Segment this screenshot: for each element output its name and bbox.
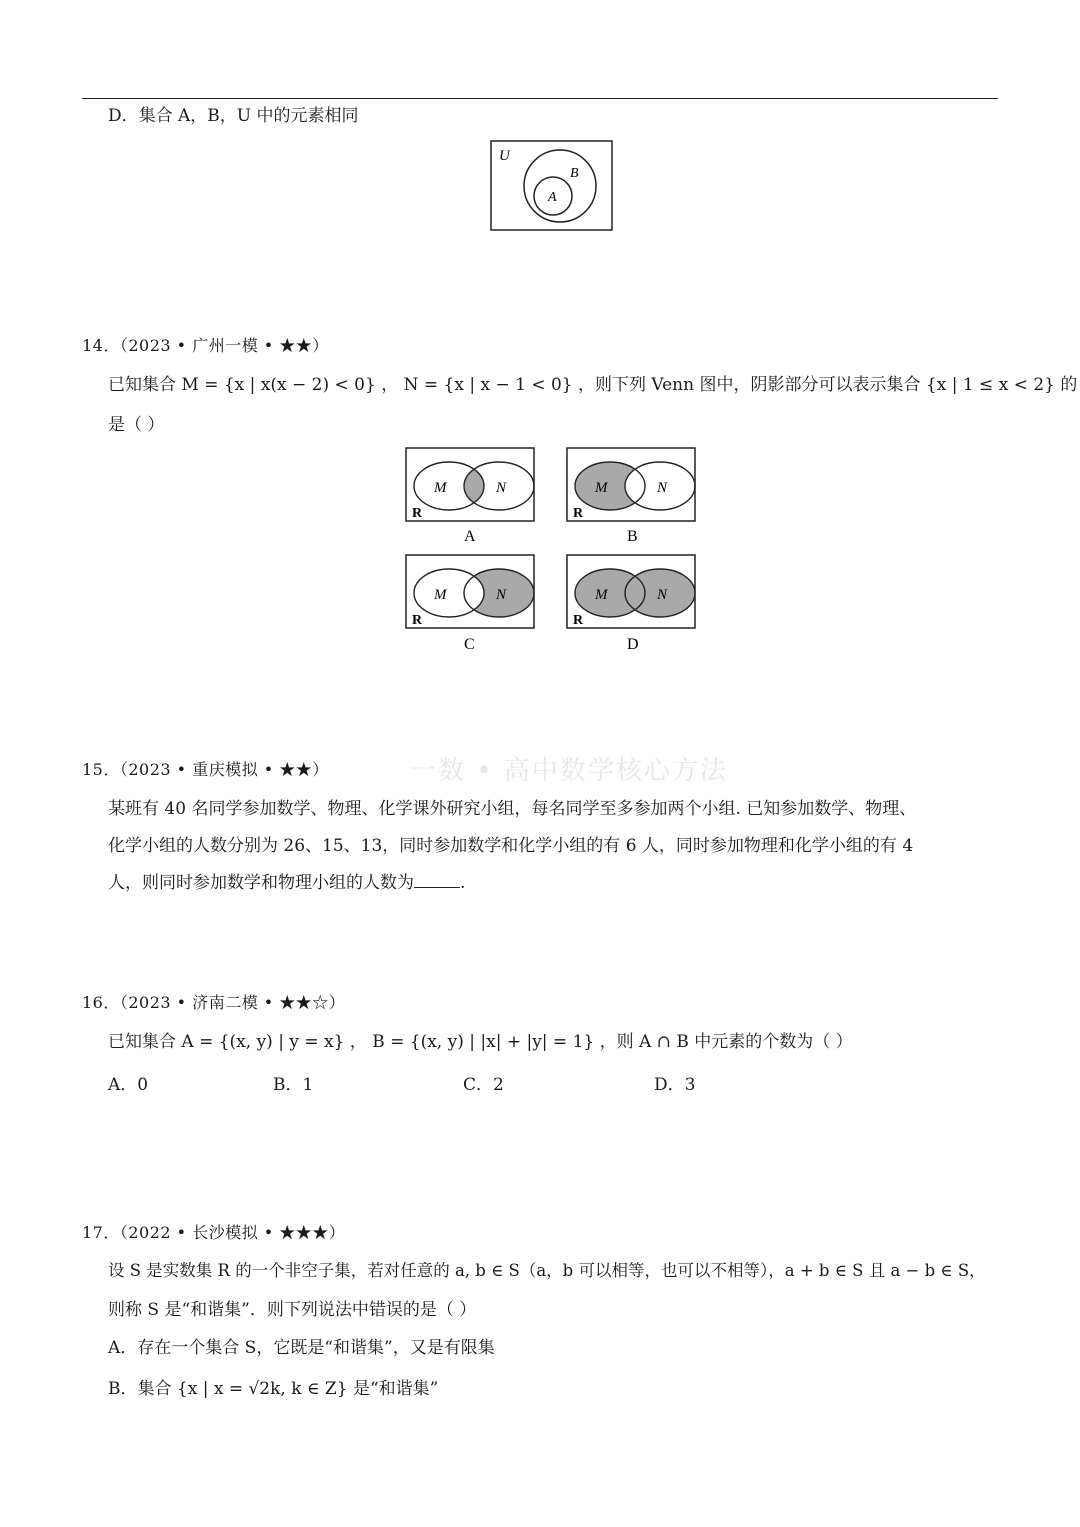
- q14-line-1: 已知集合 M = {x | x(x − 2) < 0} ， N = {x | x − 1 < 0} ，则下列 Venn 图中，阴影部分可以表示集合 {x | 1 ≤ x < 2} 的: [108, 375, 1078, 395]
- q17-line-1: 设 S 是实数集 R 的一个非空子集，若对任意的 a, b ∈ S（a，b 可以相等，也可以不相等），a + b ∈ S 且 a − b ∈ S，: [108, 1261, 986, 1280]
- q14-diagram-d: [567, 555, 695, 628]
- q14-diagram-c: [406, 555, 534, 628]
- q14-c-label-r: R: [412, 613, 423, 628]
- q16-option-b: B．1: [273, 1075, 314, 1095]
- q14-a-label-r: R: [412, 506, 423, 521]
- q14-a-label-n: N: [496, 480, 507, 496]
- q15-line-3-suffix: .: [460, 873, 466, 893]
- q13-label-u: U: [499, 148, 510, 164]
- q14-b-caption: B: [627, 528, 638, 545]
- q14-c-caption: C: [464, 636, 475, 653]
- q16-option-a: A．0: [108, 1075, 149, 1095]
- q14-diagram-b: [567, 448, 695, 521]
- q14-d-caption: D: [627, 636, 639, 653]
- q14-b-label-n: N: [657, 480, 668, 496]
- q14-b-label-m: M: [595, 480, 608, 496]
- q17-line-2: 则称 S 是“和谐集”．则下列说法中错误的是（ ）: [108, 1300, 477, 1320]
- q17-option-a: A．存在一个集合 S，它既是“和谐集”，又是有限集: [108, 1338, 495, 1358]
- q15-answer-blank: [414, 873, 460, 888]
- q13-circle-b: [524, 150, 596, 222]
- q16-option-c: C．2: [463, 1075, 504, 1095]
- watermark: 一数 • 高中数学核心方法: [410, 756, 728, 786]
- q15-line-3: [108, 868, 465, 893]
- q14-line-2: 是（ ）: [108, 415, 165, 435]
- q15-line-1: 某班有 40 名同学参加数学、物理、化学课外研究小组，每名同学至多参加两个小组. 已知参加数学、物理、: [108, 799, 917, 819]
- q14-header: 14．（2023 • 广州一模 • ★★）: [82, 336, 329, 355]
- q16-option-d: D．3: [654, 1075, 696, 1095]
- q17-option-b: B．集合 {x | x = √2k, k ∈ Z} 是“和谐集”: [108, 1379, 439, 1399]
- q13-option-d: D．集合 A，B，U 中的元素相同: [108, 106, 359, 126]
- q13-venn-diagram: [490, 140, 614, 232]
- q13-label-a: A: [548, 190, 557, 205]
- q14-c-label-m: M: [434, 587, 447, 603]
- q14-a-label-m: M: [434, 480, 447, 496]
- q14-diagram-a: [406, 448, 534, 521]
- q14-venn-grid: [400, 445, 710, 660]
- q16-line-1: 已知集合 A = {(x, y) | y = x} ， B = {(x, y) | |x| + |y| = 1} ，则 A ∩ B 中元素的个数为（ ）: [108, 1032, 853, 1052]
- q14-d-label-r: R: [573, 613, 584, 628]
- q16-header: 16．（2023 • 济南二模 • ★★☆）: [82, 993, 346, 1012]
- q15-line-2: 化学小组的人数分别为 26、15、13，同时参加数学和化学小组的有 6 人，同时参加物理和化学小组的有 4: [108, 836, 914, 856]
- q15-line-3-prefix: 人，则同时参加数学和物理小组的人数为: [108, 873, 414, 893]
- q14-c-label-n: N: [496, 587, 507, 603]
- q17-header: 17．（2022 • 长沙模拟 • ★★★）: [82, 1223, 346, 1242]
- q15-header: 15．（2023 • 重庆模拟 • ★★）: [82, 760, 329, 779]
- q14-a-caption: A: [464, 528, 476, 545]
- page-top-rule: [82, 98, 998, 99]
- q14-b-label-r: R: [573, 506, 584, 521]
- q14-d-label-m: M: [595, 587, 608, 603]
- q13-label-b: B: [570, 166, 579, 181]
- q14-d-label-n: N: [657, 587, 668, 603]
